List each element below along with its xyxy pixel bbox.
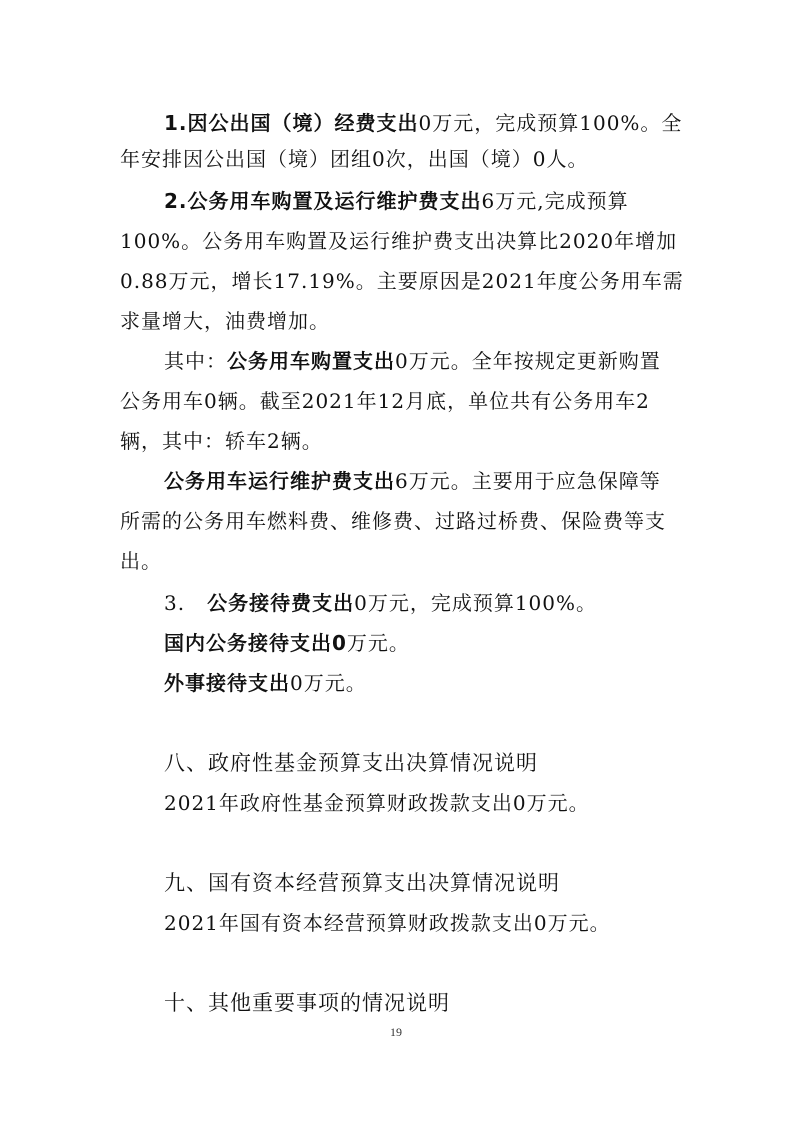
item-2-line-4: 求量增大，油费增加。 [120, 309, 330, 333]
sub-item-purchase-heading: 公务用车购置支出 [227, 349, 395, 373]
domestic-reception-amount: 0 [332, 631, 347, 655]
foreign-reception-line [164, 670, 792, 696]
sub-item-maintenance-text: 6万元。主要用于应急保障等 [395, 469, 661, 493]
item-1-text: 0万元，完成预算100%。全 [418, 111, 683, 135]
section-9-text: 2021年国有资本经营预算财政拨款支出0万元。 [164, 911, 611, 935]
item-1-line-2: 年安排因公出国（境）团组0次，出国（境）0人。 [120, 147, 589, 171]
section-8-heading: 八、政府性基金预算支出决算情况说明 [164, 751, 538, 775]
sub-item-prefix: 其中： [164, 349, 227, 373]
sub-item-purchase-text: 0万元。全年按规定更新购置 [395, 349, 661, 373]
domestic-reception-heading: 国内公务接待支出 [164, 631, 332, 655]
sub-item-purchase-line-3: 辆，其中：轿车2辆。 [120, 429, 323, 453]
sub-item-maintenance-line-1 [164, 468, 792, 494]
item-1-line-1 [164, 110, 792, 136]
item-3-text: 0万元，完成预算100%。 [354, 591, 597, 615]
domestic-reception-unit: 万元。 [346, 631, 410, 655]
item-2-line-2: 100%。公务用车购置及运行维护费支出决算比2020年增加 [120, 229, 678, 253]
page-number: 19 [390, 1025, 402, 1039]
sub-item-maintenance-line-2: 所需的公务用车燃料费、维修费、过路过桥费、保险费等支 [120, 509, 666, 533]
sub-item-purchase-line-1 [164, 348, 792, 374]
item-3-line [164, 590, 792, 616]
section-8-text: 2021年政府性基金预算财政拨款支出0万元。 [164, 791, 590, 815]
section-9-heading: 九、国有资本经营预算支出决算情况说明 [164, 871, 560, 895]
item-3-heading: 公务接待费支出 [207, 591, 355, 615]
item-2-line-1 [164, 188, 792, 214]
sub-item-maintenance-heading: 公务用车运行维护费支出 [164, 469, 395, 493]
section-10-heading: 十、其他重要事项的情况说明 [164, 991, 450, 1015]
item-2-line-3: 0.88万元，增长17.19%。主要原因是2021年度公务用车需 [120, 269, 684, 293]
foreign-reception-text: 0万元。 [290, 671, 367, 695]
sub-item-purchase-line-2: 公务用车0辆。截至2021年12月底，单位共有公务用车2 [120, 389, 650, 413]
item-3-number: 3. [164, 591, 186, 615]
foreign-reception-heading: 外事接待支出 [164, 671, 290, 695]
item-2-text: 6万元,完成预算 [481, 189, 629, 213]
item-2-heading: 2.公务用车购置及运行维护费支出 [164, 189, 482, 213]
sub-item-maintenance-line-3: 出。 [120, 549, 162, 573]
item-1-heading: 1.因公出国（境）经费支出 [164, 111, 419, 135]
domestic-reception-line [164, 630, 792, 656]
